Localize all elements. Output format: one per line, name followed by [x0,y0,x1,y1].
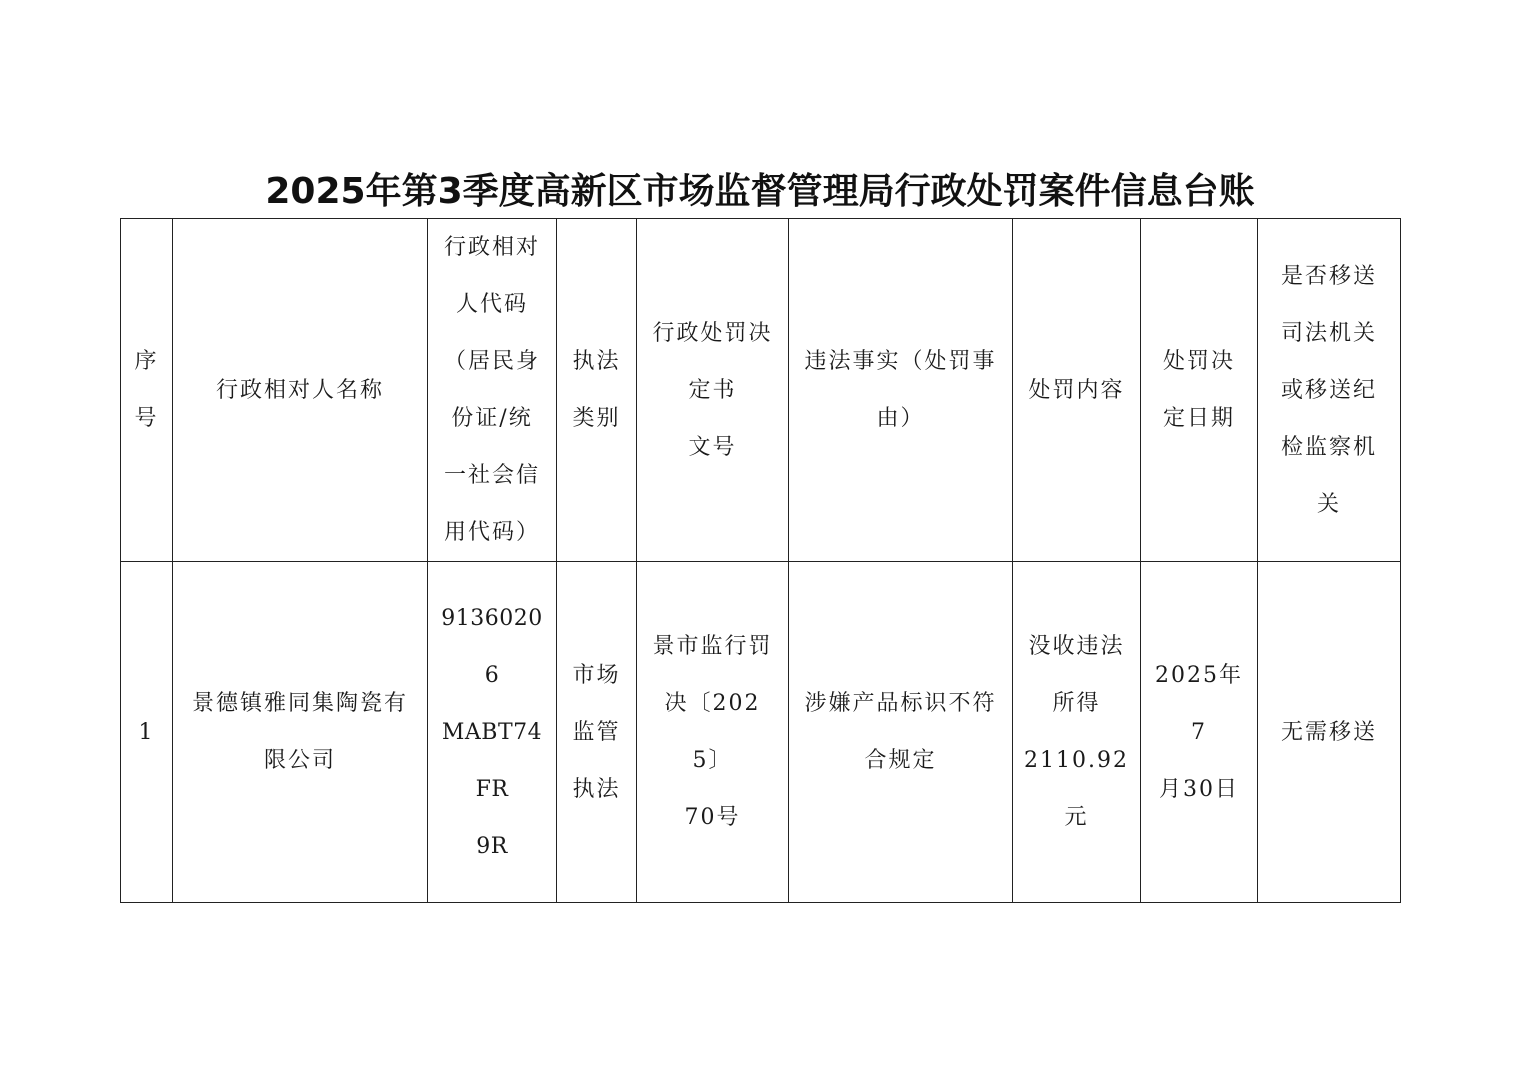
cell-seq: 1 [121,562,173,903]
cell-transfer-status: 无需移送 [1258,562,1401,903]
header-penalty-content: 处罚内容 [1013,219,1141,562]
cell-party-name: 景德镇雅同集陶瓷有 限公司 [173,562,428,903]
table-row [121,562,1401,903]
cell-penalty-content: 没收违法 所得 2110.92 元 [1013,562,1141,903]
header-transfer-status: 是否移送 司法机关 或移送纪 检监察机 关 [1258,219,1401,562]
header-party-code: 行政相对 人代码 （居民身 份证/统 一社会信 用代码） [428,219,557,562]
cell-violation-facts: 涉嫌产品标识不符 合规定 [789,562,1013,903]
header-decision-number: 行政处罚决 定书 文号 [637,219,789,562]
table-header-row [121,219,1401,562]
document-title: 2025年第3季度高新区市场监督管理局行政处罚案件信息台账 [265,171,1255,212]
header-enforcement-category: 执法 类别 [557,219,637,562]
cell-party-code: 91360206 MABT74FR 9R [428,562,557,903]
cell-decision-number: 景市监行罚 决〔2025〕 70号 [637,562,789,903]
header-violation-facts: 违法事实（处罚事 由） [789,219,1013,562]
cell-enforcement-category: 市场 监管 执法 [557,562,637,903]
header-seq: 序 号 [121,219,173,562]
header-party-name: 行政相对人名称 [173,219,428,562]
header-decision-date: 处罚决 定日期 [1141,219,1258,562]
penalty-ledger-table [120,218,1401,903]
cell-decision-date: 2025年7 月30日 [1141,562,1258,903]
